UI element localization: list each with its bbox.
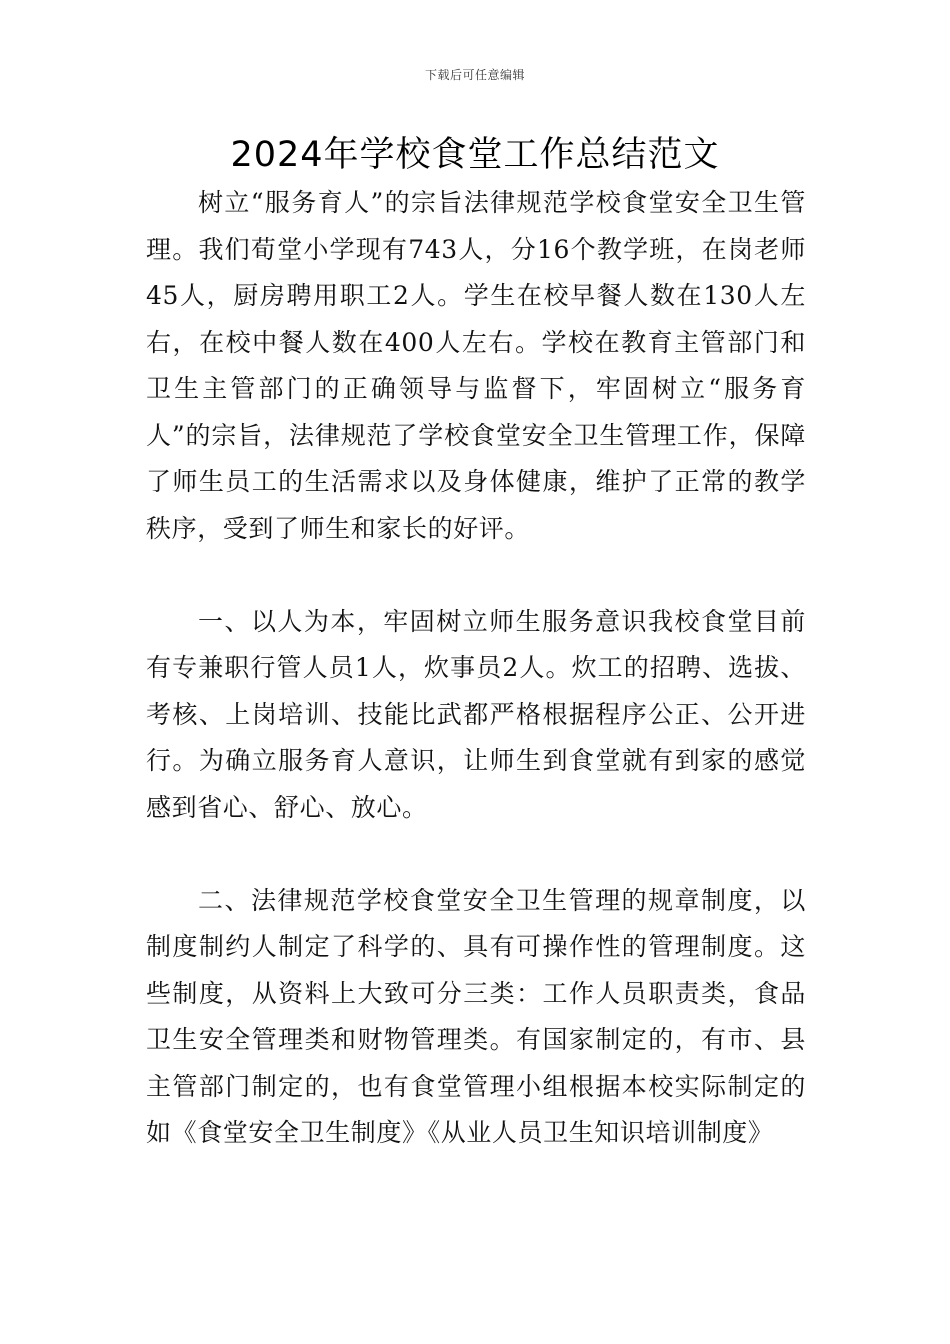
header-note: 下载后可任意编辑 [424,68,525,82]
paragraph-section-one: 一、以人为本，牢固树立师生服务意识我校食堂目前有专兼职行管人员1人，炊事员2人。炊工的招聘、选拔、考核、上岗培训、技能比武都严格根据程序公正、公开进行。为确立服务育人意识，让师生到食堂就有到家的感觉感到省心、舒心、放心。 [146,606,806,822]
paragraph-section-two: 二、法律规范学校食堂安全卫生管理的规章制度，以制度制约人制定了科学的、具有可操作性的管理制度。这些制度，从资料上大致可分三类：工作人员职责类，食品卫生安全管理类和财物管理类。有国家制定的，有市、县主管部门制定的，也有食堂管理小组根据本校实际制定的如《食堂安全卫生制度》《从业人员卫生知识培训制度》 [146,885,806,1147]
document-body [146,180,806,1157]
document-title: 2024年学校食堂工作总结范文 [230,135,720,175]
paragraph-intro: 树立“服务育人”的宗旨法律规范学校食堂安全卫生管理。我们荀堂小学现有743人，分16个教学班，在岗老师45人，厨房聘用职工2人。学生在校早餐人数在130人左右，在校中餐人数在400人左右。学校在教育主管部门和卫生主管部门的正确领导与监督下，牢固树立“服务育人”的宗旨，法律规范了学校食堂安全卫生管理工作，保障了师生员工的生活需求以及身体健康，维护了正常的教学秩序，受到了师生和家长的好评。 [146,188,806,543]
